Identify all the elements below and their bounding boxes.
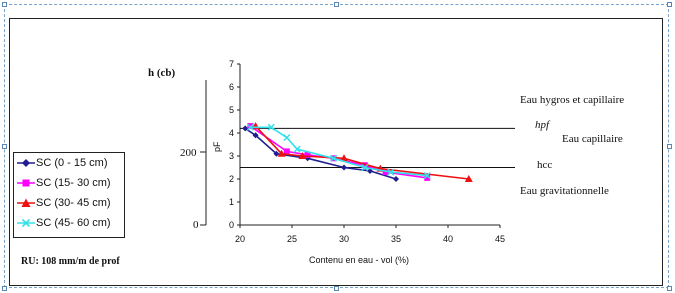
chart-axes [200,59,505,244]
y-tick-label: 3 [228,151,234,161]
annotation-hcc: hcc [537,159,553,171]
legend-label: SC (15- 30 cm) [36,177,111,189]
legend-label: SC (0 - 15 cm) [36,157,108,169]
annotation-eau-hygros: Eau hygros et capillaire [520,94,625,106]
annotation-hpf: hpf [535,119,550,131]
annotation-eau-capillaire: Eau capillaire [562,133,623,145]
y-tick-label: 0 [228,220,234,230]
x-tick-label: 25 [286,234,298,244]
legend-marker-square [16,177,36,189]
x-tick-label: 20 [234,234,246,244]
x-tick-label: 45 [494,234,506,244]
legend-label: SC (45- 60 cm) [36,217,111,229]
chart-legend [13,152,125,238]
legend-label: SC (30- 45 cm) [36,197,111,209]
legend-marker-triangle [16,197,36,209]
legend-marker-diamond [16,157,36,169]
y-tick-label: 6 [228,82,234,92]
legend-marker-x [16,217,36,229]
legend-item-0-15 [16,155,124,173]
series-layer [242,122,473,182]
data-point [393,176,399,182]
y-axis-label: pF [212,141,222,152]
legend-item-45-60 [16,215,124,233]
x-tick-label: 30 [338,234,350,244]
y-tick-label: 5 [228,105,234,115]
x-tick-label: 40 [442,234,454,244]
annotation-eau-gravitationnelle: Eau gravitationnelle [520,185,609,197]
y-tick-label: 7 [228,59,234,69]
series-0 [242,125,399,182]
x-axis-label: Contenu en eau - vol (%) [309,255,410,265]
left-axis-tick-200: 200 [180,147,197,159]
data-point [341,165,347,171]
y-tick-label: 1 [228,197,234,207]
left-axis-tick-0: 0 [193,219,199,231]
ru-note: RU: 108 mm/m de prof [21,256,120,267]
y-tick-label: 2 [228,174,234,184]
legend-item-30-45 [16,195,124,213]
x-tick-label: 35 [390,234,402,244]
legend-item-15-30 [16,175,124,193]
left-axis-title: h (cb) [148,67,176,79]
data-point [284,135,290,141]
y-tick-label: 4 [228,128,234,138]
series-line [245,128,396,179]
